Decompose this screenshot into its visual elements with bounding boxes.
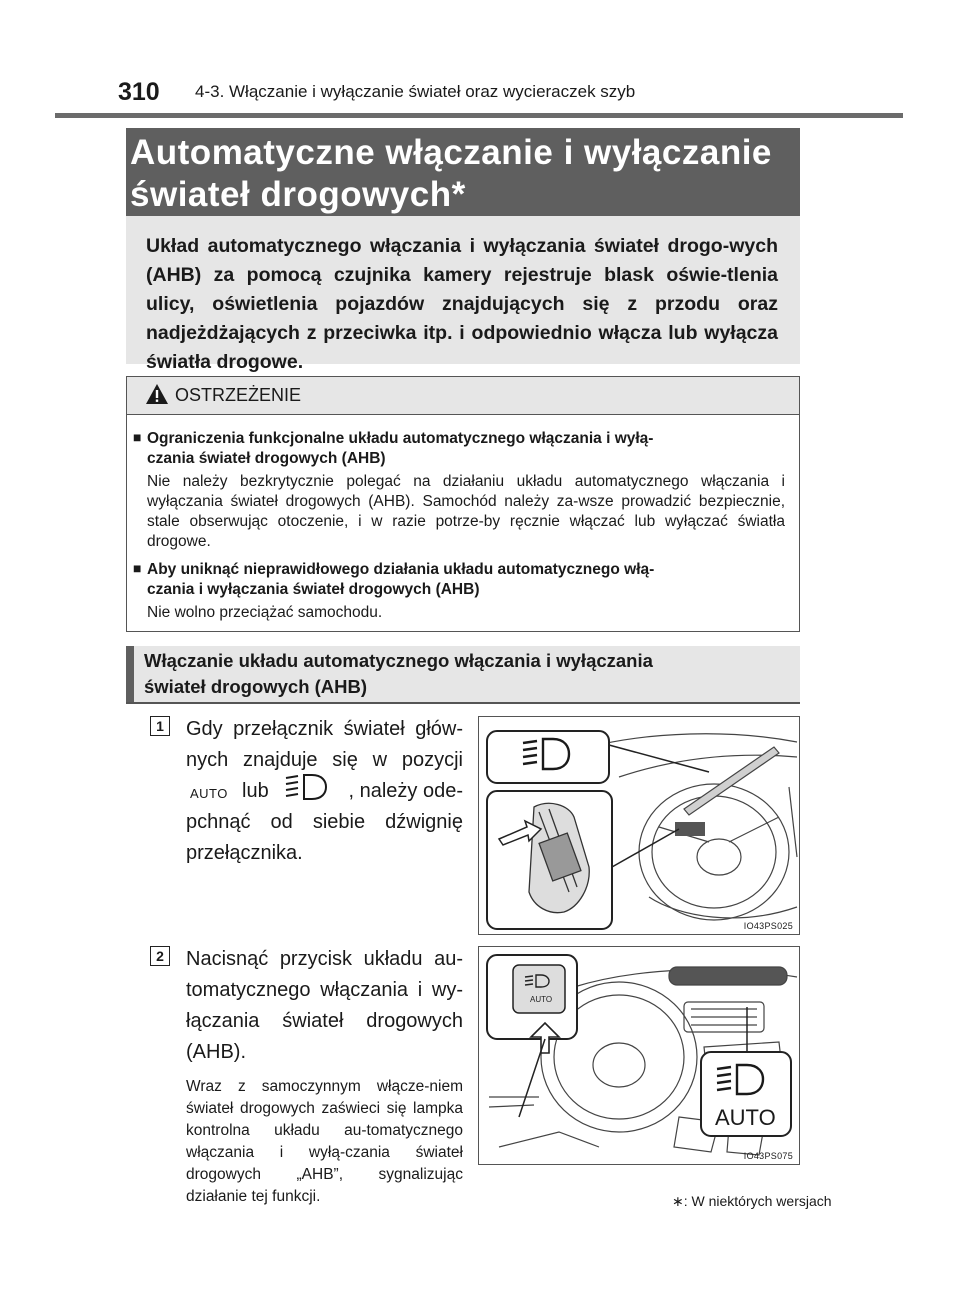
step-2-text: Nacisnąć przycisk układu au- tomatycznego włączania i wy- łączania świateł drogowych (AHB). <box>186 948 463 1063</box>
bullet-square-icon: ■ <box>133 429 142 445</box>
warning-header <box>127 377 799 415</box>
step-1-line3-tail: , należy ode- <box>348 780 463 802</box>
bullet-square-icon: ■ <box>133 560 142 576</box>
high-beam-symbol-icon <box>284 772 330 802</box>
title-banner <box>126 128 800 216</box>
auto-symbol: AUTO <box>190 786 228 801</box>
auto-button-label: AUTO <box>530 995 553 1004</box>
step-number: 2 <box>150 946 170 966</box>
intro-box <box>126 216 800 373</box>
section-rule <box>126 702 800 704</box>
page-number: 310 <box>118 78 160 106</box>
dashboard-illustration <box>479 947 799 1164</box>
figure-1 <box>478 716 800 935</box>
warning-item-heading: Aby uniknąć nieprawidłowego działania układu automatycznego włą- czania i wyłączania świateł drogowych (AHB) <box>147 561 655 598</box>
footnote: ∗: W niektórych wersjach <box>672 1193 832 1209</box>
step-number: 1 <box>150 716 170 736</box>
step-1-text: Gdy przełącznik świateł głów- nych znajduje się w pozycji AUTO lub , należy ode- pchnąć od siebie dźwignię przełącznika. <box>186 718 463 864</box>
step-2-note: Wraz z samoczynnym włącze-niem świateł drogowych zaświeci się lampka kontrolna układu au-tomatycznego włączania i wyłą-czania świateł drogowych „AHB”, sygnalizując działanie tej funkcji. <box>186 1078 463 1205</box>
intro-text: Układ automatycznego włączania i wyłączania świateł drogo-wych (AHB) za pomocą czujnika kamery rejestruje blask oświe-tlenia ulicy, oświetlenia pojazdów znajdujących się z przodu oraz nadjeżdżających z przeciwka itp. i odpowiednio włącza lub wyłącza światła drogowe. <box>146 235 778 373</box>
figure-code: IO43PS025 <box>743 921 793 931</box>
warning-item-body: Nie należy bezkrytycznie polegać na działaniu układu automatycznego włączania i wyłączania świateł drogowych (AHB). Samochód należy za-wsze prowadzić bezpiecznie, stale obserwując otoczenie, i w razie potrze-by ręcznie włączać lub wyłączać światła drogowe. <box>147 473 785 550</box>
indicator-auto-label: AUTO <box>715 1105 776 1130</box>
lever-illustration <box>479 717 799 934</box>
warning-triangle-icon <box>145 383 169 405</box>
figure-2 <box>478 946 800 1165</box>
chapter-title: 4-3. Włączanie i wyłączanie świateł oraz wycieraczek szyb <box>195 82 636 101</box>
lub-word: lub <box>242 780 269 802</box>
header-rule <box>55 113 903 118</box>
section-bar <box>126 646 134 702</box>
figure-code: IO43PS075 <box>743 1151 793 1161</box>
section-heading <box>126 646 800 702</box>
warning-box <box>126 376 800 632</box>
warning-title: OSTRZEŻENIE <box>175 385 302 405</box>
page-title: Automatyczne włączanie i wyłączanie świateł drogowych* <box>130 133 772 214</box>
warning-item-body: Nie wolno przeciążać samochodu. <box>147 604 383 621</box>
warning-item-heading: Ograniczenia funkcjonalne układu automatycznego włączania i wyłą- czania świateł drogowych (AHB) <box>147 430 654 467</box>
section-title: Włączanie układu automatycznego włączania i wyłączania świateł drogowych (AHB) <box>144 650 653 697</box>
